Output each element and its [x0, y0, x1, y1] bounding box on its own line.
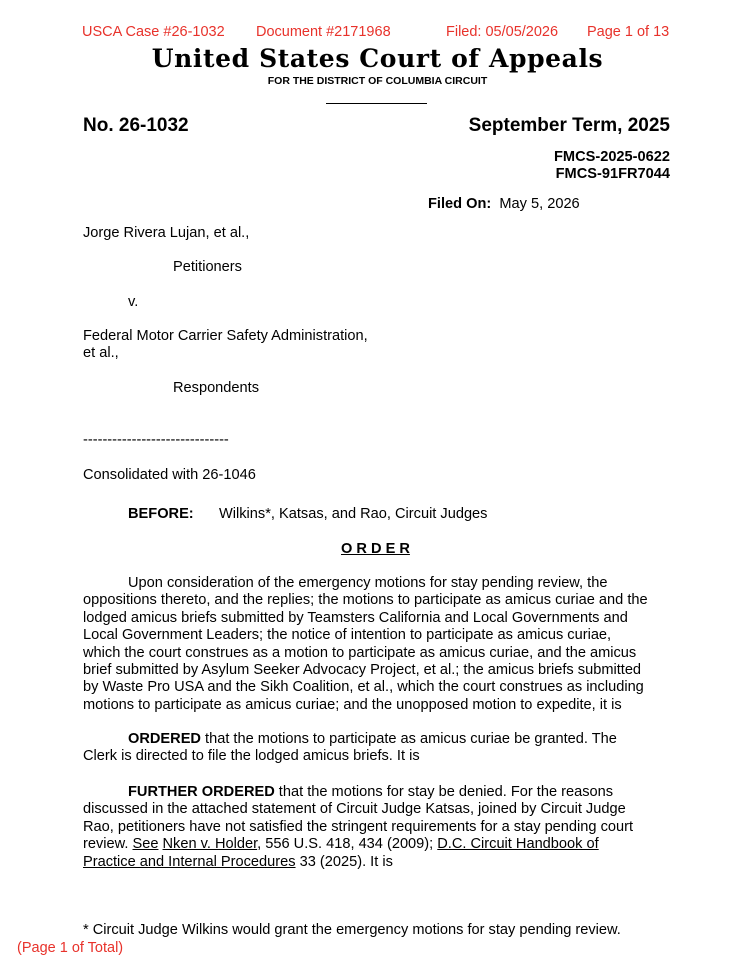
footnote: * Circuit Judge Wilkins would grant the emergency motions for stay pending review. [83, 922, 621, 938]
citation-handbook: D.C. Circuit Handbook of [437, 836, 599, 853]
term: September Term, 2025 [468, 115, 670, 136]
subtitle-for: FOR THE [267, 75, 314, 87]
para1-line: oppositions thereto, and the replies; the motions to participate as amicus curiae and the [83, 592, 648, 609]
before-judges: Wilkins*, Katsas, and Rao, Circuit Judges [219, 506, 488, 522]
party-separator: ------------------------------ [83, 432, 229, 448]
para1-line: motions to participate as amicus curiae; and the unopposed motion to expedite, it is [83, 696, 622, 713]
agency-number-1: FMCS-2025-0622 [554, 149, 670, 165]
para1-line: which the court construes as a motion to participate as amicus curiae, and the amicus [83, 644, 637, 661]
page-total: (Page 1 of Total) [17, 940, 124, 956]
citation-nken: Nken v. Holder [162, 836, 258, 853]
para1-line: by Waste Pro USA and the Sikh Coalition, et al., which the court construes as including [83, 679, 644, 696]
stamp-page-number: Page 1 of 13 [587, 24, 670, 40]
respondent-name-line2: et al., [83, 345, 119, 361]
para3-line5 [83, 854, 683, 871]
stamp-document-number: Document #2171968 [256, 24, 391, 40]
para3-line4-cite: , 556 U.S. 418, 434 (2009); [257, 836, 438, 853]
petitioner-role: Petitioners [173, 259, 242, 275]
para3-line4-text: review. [83, 836, 133, 853]
filed-on [428, 196, 580, 214]
see-signal: See [132, 836, 159, 853]
para1-line: Upon consideration of the emergency motions for stay pending review, the [128, 575, 608, 591]
filed-on-date: May 5, 2026 [499, 196, 580, 212]
petitioner-name: Jorge Rivera Lujan, et al., [83, 225, 250, 241]
versus: v. [128, 294, 139, 310]
para3-line1-text: that the motions for stay be denied. For the reasons [274, 784, 614, 800]
subtitle-district: DISTRICT OF COLUMBIA CIRCUIT [316, 75, 488, 87]
stamp-filed-date: Filed: 05/05/2026 [446, 24, 559, 40]
para3-line2: discussed in the attached statement of Circuit Judge Katsas, joined by Circuit Judge [83, 801, 626, 818]
para3-line4 [83, 836, 683, 853]
before-label: BEFORE: [128, 506, 194, 522]
para3-line5-text: 33 (2025). It is [295, 853, 393, 870]
para2-line1-text: that the motions to participate as amicus curiae be granted. The [200, 731, 617, 747]
further-ordered-label: FURTHER ORDERED [128, 784, 275, 800]
stamp-case-number: USCA Case #26-1032 [82, 24, 225, 40]
respondent-name-line1: Federal Motor Carrier Safety Administration, [83, 328, 368, 344]
case-number: No. 26-1032 [83, 115, 189, 136]
court-subtitle [0, 75, 755, 87]
para3-line3: Rao, petitioners have not satisfied the stringent requirements for a stay pending court [83, 818, 634, 835]
agency-number-2: FMCS-91FR7044 [555, 166, 670, 182]
filed-on-label: Filed On: [428, 196, 492, 212]
ordered-label: ORDERED [128, 731, 201, 747]
para3-line1 [83, 784, 683, 801]
para1-line: Local Government Leaders; the notice of intention to participate as amicus curiae, [83, 627, 612, 644]
court-title: United States Court of Appeals [151, 44, 604, 73]
order-paragraph-2 [83, 731, 683, 766]
heading-rule [326, 103, 427, 104]
order-paragraph-3 [83, 784, 683, 871]
respondent-role: Respondents [173, 380, 260, 396]
order-heading: O R D E R [341, 541, 410, 557]
para2-line2: Clerk is directed to file the lodged amicus briefs. It is [83, 748, 420, 765]
para1-line: lodged amicus briefs submitted by Teamsters California and Local Governments and [83, 609, 628, 626]
para2-line1 [83, 731, 683, 748]
order-paragraph-1 [83, 575, 683, 714]
para1-line: brief submitted by Asylum Seeker Advocacy Project, et al.; the amicus briefs submitted [83, 662, 642, 679]
consolidated-with: Consolidated with 26-1046 [83, 467, 256, 483]
citation-handbook-cont: Practice and Internal Procedures [83, 853, 296, 870]
